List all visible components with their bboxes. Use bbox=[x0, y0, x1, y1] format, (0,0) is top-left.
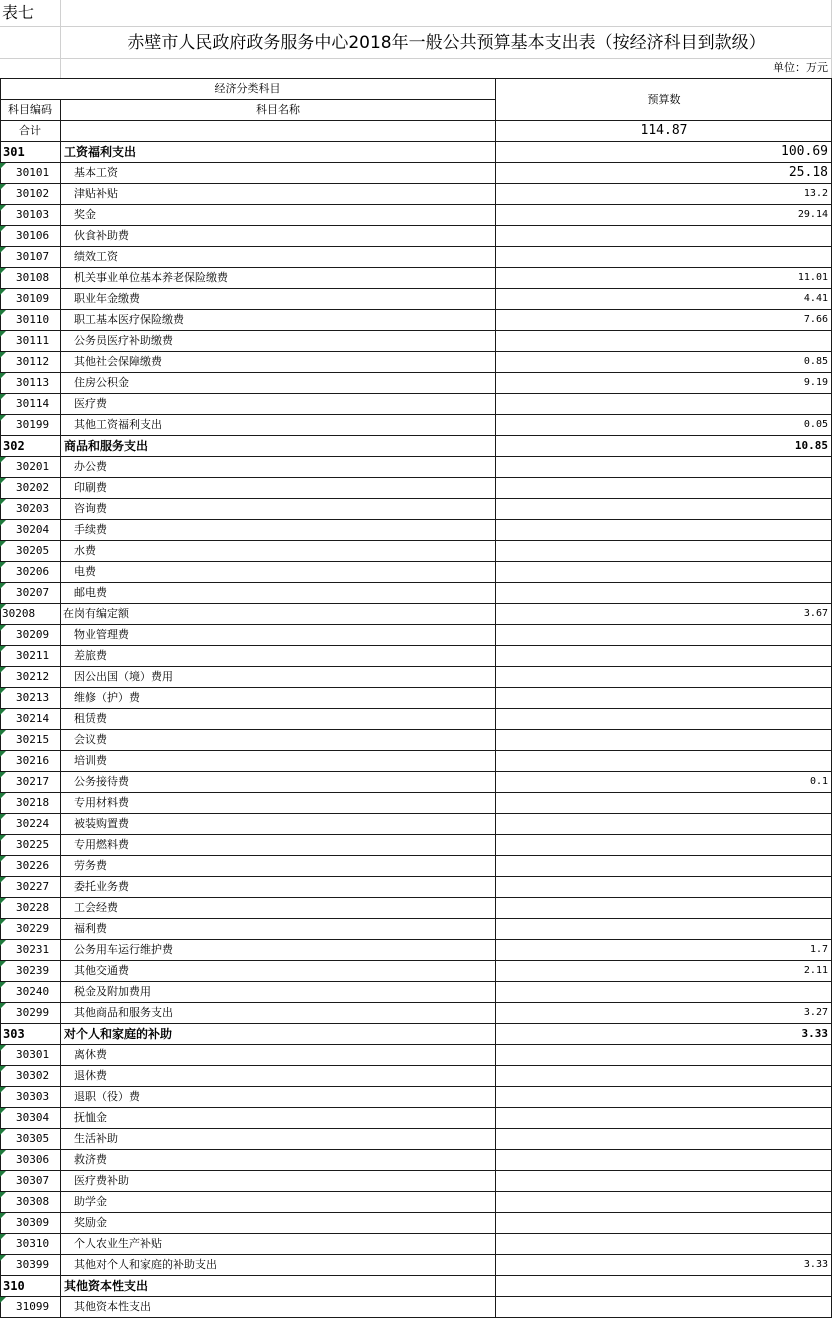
row-name: 其他资本性支出 bbox=[64, 1279, 149, 1293]
cell-marker-icon bbox=[0, 1297, 6, 1303]
row-code: 30306 bbox=[0, 1150, 60, 1170]
row-amount bbox=[496, 1150, 832, 1170]
cell-marker-icon bbox=[0, 1192, 6, 1198]
row-name: 离休费 bbox=[74, 1048, 107, 1061]
cell-marker-icon bbox=[0, 919, 6, 925]
row-code: 30307 bbox=[0, 1171, 60, 1191]
row-amount bbox=[496, 520, 832, 540]
row-name: 对个人和家庭的补助 bbox=[64, 1027, 173, 1041]
row-name: 公务员医疗补助缴费 bbox=[74, 334, 173, 347]
row-amount: 3.27 bbox=[803, 1007, 828, 1018]
cell-marker-icon bbox=[0, 1255, 6, 1261]
row-code: 30308 bbox=[0, 1192, 60, 1212]
row-name: 维修（护）费 bbox=[74, 691, 140, 704]
cell-marker-icon bbox=[0, 730, 6, 736]
row-amount bbox=[496, 1087, 832, 1107]
row-name: 会议费 bbox=[74, 733, 107, 746]
row-code: 30214 bbox=[0, 709, 60, 729]
cell-marker-icon bbox=[0, 877, 6, 883]
row-code: 30239 bbox=[0, 961, 60, 981]
cell-marker-icon bbox=[0, 751, 6, 757]
row-code: 30103 bbox=[0, 205, 60, 225]
row-code: 30201 bbox=[0, 457, 60, 477]
row-code: 30113 bbox=[0, 373, 60, 393]
row-amount bbox=[496, 583, 832, 603]
cell-marker-icon bbox=[0, 415, 6, 421]
cell-marker-icon bbox=[0, 1213, 6, 1219]
row-code: 30231 bbox=[0, 940, 60, 960]
row-code: 30107 bbox=[0, 247, 60, 267]
row-name: 咨询费 bbox=[74, 502, 107, 515]
row-amount: 10.85 bbox=[794, 439, 828, 452]
row-name: 其他资本性支出 bbox=[74, 1300, 151, 1313]
row-code: 30110 bbox=[0, 310, 60, 330]
row-code: 30102 bbox=[0, 184, 60, 204]
row-amount: 11.01 bbox=[797, 272, 828, 283]
row-code: 30206 bbox=[0, 562, 60, 582]
row-code: 30199 bbox=[0, 415, 60, 435]
cell-marker-icon bbox=[0, 1087, 6, 1093]
row-amount bbox=[496, 331, 832, 351]
row-name: 工会经费 bbox=[74, 901, 118, 914]
cell-marker-icon bbox=[0, 205, 6, 211]
cell-marker-icon bbox=[0, 772, 6, 778]
row-code: 30216 bbox=[0, 751, 60, 771]
row-name: 公务用车运行维护费 bbox=[74, 943, 173, 956]
row-code: 310 bbox=[3, 1279, 25, 1293]
row-amount: 7.66 bbox=[803, 314, 828, 325]
row-code: 30225 bbox=[0, 835, 60, 855]
row-amount bbox=[496, 877, 832, 897]
row-name: 水费 bbox=[74, 544, 96, 557]
row-name: 住房公积金 bbox=[74, 376, 129, 389]
row-name: 个人农业生产补贴 bbox=[74, 1237, 162, 1250]
cell-marker-icon bbox=[0, 499, 6, 505]
row-name: 委托业务费 bbox=[74, 880, 129, 893]
row-code: 302 bbox=[3, 439, 25, 453]
row-amount: 29.14 bbox=[797, 209, 828, 220]
cell-marker-icon bbox=[0, 1150, 6, 1156]
row-code: 30106 bbox=[0, 226, 60, 246]
cell-marker-icon bbox=[0, 562, 6, 568]
row-name: 印刷费 bbox=[74, 481, 107, 494]
sheet-label: 表七 bbox=[2, 3, 35, 22]
row-code: 30209 bbox=[0, 625, 60, 645]
cell-marker-icon bbox=[0, 940, 6, 946]
row-amount bbox=[496, 499, 832, 519]
row-amount bbox=[496, 1234, 832, 1254]
row-code: 30226 bbox=[0, 856, 60, 876]
cell-marker-icon bbox=[0, 1003, 6, 1009]
row-name: 基本工资 bbox=[74, 166, 118, 179]
row-amount: 0.05 bbox=[803, 419, 828, 430]
row-name: 办公费 bbox=[74, 460, 107, 473]
row-code: 30240 bbox=[0, 982, 60, 1002]
row-code: 30213 bbox=[0, 688, 60, 708]
cell-marker-icon bbox=[0, 709, 6, 715]
row-amount bbox=[496, 898, 832, 918]
cell-marker-icon bbox=[0, 310, 6, 316]
row-name: 伙食补助费 bbox=[74, 229, 129, 242]
row-code: 30101 bbox=[0, 163, 60, 183]
row-amount bbox=[496, 562, 832, 582]
cell-marker-icon bbox=[0, 793, 6, 799]
row-code: 30299 bbox=[0, 1003, 60, 1023]
row-name: 手续费 bbox=[74, 523, 107, 536]
row-amount: 4.41 bbox=[803, 293, 828, 304]
row-name: 因公出国（境）费用 bbox=[74, 670, 173, 683]
row-amount: 3.67 bbox=[803, 608, 828, 619]
total-value: 114.87 bbox=[640, 123, 688, 138]
row-amount bbox=[496, 667, 832, 687]
row-amount: 0.85 bbox=[803, 356, 828, 367]
cell-marker-icon bbox=[0, 583, 6, 589]
row-name: 税金及附加费用 bbox=[74, 985, 151, 998]
row-code: 30304 bbox=[0, 1108, 60, 1128]
row-code: 30109 bbox=[0, 289, 60, 309]
cell-marker-icon bbox=[0, 1129, 6, 1135]
row-name: 津贴补贴 bbox=[74, 187, 118, 200]
row-name: 其他社会保障缴费 bbox=[74, 355, 162, 368]
row-amount bbox=[496, 814, 832, 834]
row-name: 助学金 bbox=[74, 1195, 107, 1208]
row-name: 福利费 bbox=[74, 922, 107, 935]
row-amount bbox=[496, 1192, 832, 1212]
row-code: 301 bbox=[3, 145, 25, 159]
row-amount bbox=[496, 394, 832, 414]
row-name: 医疗费补助 bbox=[74, 1174, 129, 1187]
cell-marker-icon bbox=[0, 856, 6, 862]
row-amount: 25.18 bbox=[788, 165, 828, 180]
row-amount bbox=[496, 247, 832, 267]
row-amount bbox=[496, 751, 832, 771]
row-amount: 3.33 bbox=[803, 1259, 828, 1270]
cell-marker-icon bbox=[0, 184, 6, 190]
row-name: 劳务费 bbox=[74, 859, 107, 872]
row-amount: 2.11 bbox=[803, 965, 828, 976]
cell-marker-icon bbox=[0, 289, 6, 295]
row-amount bbox=[496, 1108, 832, 1128]
cell-marker-icon bbox=[0, 814, 6, 820]
row-amount bbox=[496, 730, 832, 750]
row-amount: 3.33 bbox=[801, 1027, 828, 1040]
cell-marker-icon bbox=[0, 373, 6, 379]
row-amount bbox=[496, 625, 832, 645]
row-amount bbox=[496, 688, 832, 708]
cell-marker-icon bbox=[0, 961, 6, 967]
row-code: 30302 bbox=[0, 1066, 60, 1086]
cell-marker-icon bbox=[0, 478, 6, 484]
row-amount bbox=[496, 982, 832, 1002]
cell-marker-icon bbox=[0, 835, 6, 841]
row-name: 公务接待费 bbox=[74, 775, 129, 788]
row-code: 30212 bbox=[0, 667, 60, 687]
row-name: 电费 bbox=[74, 565, 96, 578]
cell-marker-icon bbox=[0, 457, 6, 463]
row-amount bbox=[496, 1213, 832, 1233]
header-amount: 预算数 bbox=[647, 93, 681, 106]
cell-marker-icon bbox=[0, 331, 6, 337]
row-amount bbox=[496, 478, 832, 498]
row-name: 救济费 bbox=[74, 1153, 107, 1166]
row-amount: 9.19 bbox=[803, 377, 828, 388]
row-name: 在岗有编定额 bbox=[63, 607, 129, 620]
row-name: 专用燃料费 bbox=[74, 838, 129, 851]
row-code: 30229 bbox=[0, 919, 60, 939]
row-amount bbox=[496, 1276, 832, 1296]
row-name: 机关事业单位基本养老保险缴费 bbox=[74, 271, 228, 284]
header-group: 经济分类科目 bbox=[214, 82, 281, 95]
row-amount bbox=[496, 646, 832, 666]
row-name: 其他工资福利支出 bbox=[74, 418, 162, 431]
row-amount bbox=[496, 793, 832, 813]
row-amount: 1.7 bbox=[809, 944, 828, 955]
row-name: 工资福利支出 bbox=[64, 145, 137, 159]
cell-marker-icon bbox=[0, 1066, 6, 1072]
row-name: 退休费 bbox=[74, 1069, 107, 1082]
row-code: 30301 bbox=[0, 1045, 60, 1065]
row-code: 30203 bbox=[0, 499, 60, 519]
cell-marker-icon bbox=[0, 268, 6, 274]
row-name: 专用材料费 bbox=[74, 796, 129, 809]
row-name: 奖励金 bbox=[74, 1216, 107, 1229]
header-code: 科目编码 bbox=[8, 103, 52, 116]
row-name: 差旅费 bbox=[74, 649, 107, 662]
row-amount bbox=[496, 919, 832, 939]
total-label: 合计 bbox=[19, 124, 41, 137]
row-amount: 13.2 bbox=[803, 188, 828, 199]
row-amount bbox=[496, 457, 832, 477]
row-name: 医疗费 bbox=[74, 397, 107, 410]
cell-marker-icon bbox=[0, 541, 6, 547]
cell-marker-icon bbox=[0, 898, 6, 904]
row-amount bbox=[496, 856, 832, 876]
row-amount bbox=[496, 709, 832, 729]
header-name: 科目名称 bbox=[256, 103, 300, 116]
cell-marker-icon bbox=[0, 1234, 6, 1240]
cell-marker-icon bbox=[0, 667, 6, 673]
row-code: 30204 bbox=[0, 520, 60, 540]
row-name: 物业管理费 bbox=[74, 628, 129, 641]
row-name: 生活补助 bbox=[74, 1132, 118, 1145]
row-code: 31099 bbox=[0, 1297, 60, 1317]
row-code: 30228 bbox=[0, 898, 60, 918]
row-name: 商品和服务支出 bbox=[64, 439, 149, 453]
cell-marker-icon bbox=[0, 352, 6, 358]
row-code: 30224 bbox=[0, 814, 60, 834]
row-amount bbox=[496, 1171, 832, 1191]
row-code: 30202 bbox=[0, 478, 60, 498]
unit-label: 单位：万元 bbox=[773, 61, 828, 74]
row-code: 30114 bbox=[0, 394, 60, 414]
row-amount bbox=[496, 1297, 832, 1317]
row-name: 其他对个人和家庭的补助支出 bbox=[74, 1258, 217, 1271]
row-code: 30305 bbox=[0, 1129, 60, 1149]
row-code: 30211 bbox=[0, 646, 60, 666]
row-amount bbox=[496, 1129, 832, 1149]
row-code: 30111 bbox=[0, 331, 60, 351]
row-name: 职工基本医疗保险缴费 bbox=[74, 313, 184, 326]
row-code: 30112 bbox=[0, 352, 60, 372]
row-name: 其他交通费 bbox=[74, 964, 129, 977]
row-code: 30399 bbox=[0, 1255, 60, 1275]
row-name: 绩效工资 bbox=[74, 250, 118, 263]
row-code: 303 bbox=[3, 1027, 25, 1041]
cell-marker-icon bbox=[0, 646, 6, 652]
row-code: 30218 bbox=[0, 793, 60, 813]
cell-marker-icon bbox=[0, 226, 6, 232]
row-amount: 0.1 bbox=[809, 776, 828, 787]
row-name: 退职（役）费 bbox=[74, 1090, 140, 1103]
row-name: 抚恤金 bbox=[74, 1111, 107, 1124]
row-code: 30217 bbox=[0, 772, 60, 792]
row-amount bbox=[496, 226, 832, 246]
row-amount bbox=[496, 835, 832, 855]
row-code: 30303 bbox=[0, 1087, 60, 1107]
row-name: 职业年金缴费 bbox=[74, 292, 140, 305]
row-code: 30207 bbox=[0, 583, 60, 603]
cell-marker-icon bbox=[0, 1108, 6, 1114]
row-code: 30208 bbox=[0, 604, 60, 624]
row-name: 租赁费 bbox=[74, 712, 107, 725]
cell-marker-icon bbox=[0, 520, 6, 526]
row-name: 培训费 bbox=[74, 754, 107, 767]
row-code: 30205 bbox=[0, 541, 60, 561]
row-amount bbox=[496, 1045, 832, 1065]
cell-marker-icon bbox=[0, 247, 6, 253]
row-code: 30309 bbox=[0, 1213, 60, 1233]
row-code: 30108 bbox=[0, 268, 60, 288]
row-name: 其他商品和服务支出 bbox=[74, 1006, 173, 1019]
cell-marker-icon bbox=[0, 1045, 6, 1051]
row-code: 30227 bbox=[0, 877, 60, 897]
row-name: 被装购置费 bbox=[74, 817, 129, 830]
row-code: 30215 bbox=[0, 730, 60, 750]
cell-marker-icon bbox=[0, 688, 6, 694]
row-name: 奖金 bbox=[74, 208, 96, 221]
cell-marker-icon bbox=[0, 163, 6, 169]
row-amount bbox=[496, 541, 832, 561]
cell-marker-icon bbox=[0, 1171, 6, 1177]
row-amount bbox=[496, 1066, 832, 1086]
cell-marker-icon bbox=[0, 982, 6, 988]
cell-marker-icon bbox=[0, 394, 6, 400]
page-title: 赤壁市人民政府政务服务中心2018年一般公共预算基本支出表（按经济科目到款级） bbox=[127, 33, 766, 53]
row-name: 邮电费 bbox=[74, 586, 107, 599]
cell-marker-icon bbox=[0, 604, 6, 610]
cell-marker-icon bbox=[0, 625, 6, 631]
row-amount: 100.69 bbox=[781, 144, 828, 159]
row-code: 30310 bbox=[0, 1234, 60, 1254]
